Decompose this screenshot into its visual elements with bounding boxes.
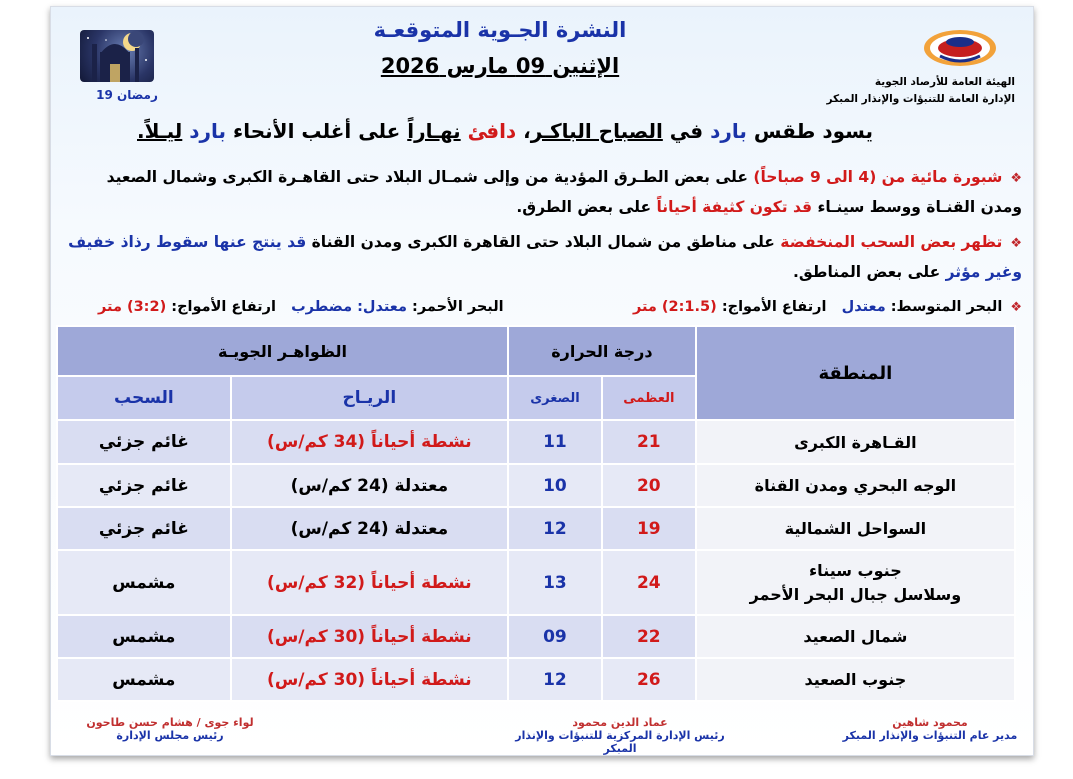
- region-cell: جنوب الصعيد: [696, 658, 1015, 701]
- col-temp-header: درجة الحرارة: [508, 326, 696, 376]
- med-state: معتدل: [841, 299, 886, 315]
- headline-cold-night: بارد: [189, 119, 227, 143]
- min-temp-cell: 09: [508, 615, 602, 658]
- col-region-header: المنطقة: [696, 326, 1015, 420]
- region-cell: القـاهرة الكبرى: [696, 420, 1015, 464]
- max-temp-cell: 22: [602, 615, 696, 658]
- region-cell: شمال الصعيد: [696, 615, 1015, 658]
- min-temp-cell: 13: [508, 550, 602, 615]
- fog-dense-note: قد تكون كثيفة أحياناً: [656, 198, 813, 216]
- region-line-1: جنوب سيناء: [809, 560, 902, 580]
- max-temp-cell: 26: [602, 658, 696, 701]
- table-row: [57, 615, 1015, 658]
- redsea-label: البحر الأحمر:: [412, 299, 504, 315]
- redsea-waves: (3:2) متر: [98, 299, 167, 315]
- redsea-waves-label: ارتفاع الأمواج:: [171, 299, 276, 315]
- min-temp-cell: 12: [508, 507, 602, 550]
- fog-text: على بعض الطـرق المؤدية من وإلى شمـال البلاد حتى القاهـرة الكبرى وشمال الصعيد ومدن القنـاة ووسط سينـاء: [106, 168, 1022, 216]
- org-department: الإدارة العامة للتنبؤات والإنذار المبكر: [826, 93, 1015, 105]
- wind-cell: نشطة أحياناً (30 كم/س): [231, 658, 508, 701]
- signature-central: [500, 716, 740, 755]
- signature-title: مدير عام التنبؤات والإنذار المبكر: [842, 729, 1018, 742]
- headline-text: يسود طقس: [746, 119, 873, 143]
- max-temp-cell: 19: [602, 507, 696, 550]
- fog-warning: شبورة مائية من (4 الى 9 صباحاً): [753, 168, 1003, 186]
- org-name: الهيئة العامة للأرصاد الجوية: [874, 76, 1015, 88]
- cloud-cell: غائم جزئي: [57, 507, 231, 550]
- table-row: [57, 658, 1015, 701]
- diamond-bullet-icon: ❖: [1010, 300, 1022, 315]
- fog-bullet: [62, 163, 1022, 222]
- crescent-mosque-icon: [80, 30, 154, 82]
- headline-text: في: [662, 119, 711, 143]
- redsea-state: معتدل: مضطرب: [291, 299, 407, 315]
- weather-headline: [120, 119, 890, 143]
- headline-night: ليـلاً.: [137, 119, 183, 143]
- wind-cell: نشطة أحياناً (32 كم/س): [231, 550, 508, 615]
- table-row: [57, 464, 1015, 507]
- headline-early-morning: الصباح الباكـر: [530, 119, 663, 143]
- med-label: البحر المتوسط:: [890, 299, 1003, 315]
- sea-bullet: [62, 293, 1022, 323]
- col-wind-header: الريـاح: [231, 376, 508, 420]
- diamond-bullet-icon: ❖: [1010, 171, 1022, 186]
- table-row: [57, 507, 1015, 550]
- med-waves: (2:1.5) متر: [632, 299, 717, 315]
- cloud-cell: غائم جزئي: [57, 420, 231, 464]
- min-temp-cell: 10: [508, 464, 602, 507]
- signature-name: لواء جوى / هشام حسن طاحون: [86, 716, 254, 729]
- clouds-warning: تظهر بعض السحب المنخفضة: [780, 233, 1003, 251]
- signature-title: رئيس الإدارة المركزية للتنبؤات والإنذار المبكر: [515, 729, 725, 755]
- fog-text-end: على بعض الطرق.: [516, 198, 657, 216]
- min-temp-cell: 12: [508, 658, 602, 701]
- region-cell: السواحل الشمالية: [696, 507, 1015, 550]
- col-max-header: العظمى: [602, 376, 696, 420]
- diamond-bullet-icon: ❖: [1010, 236, 1022, 251]
- hijri-date: 19 رمضان: [96, 88, 158, 102]
- clouds-text-end: على بعض المناطق.: [792, 263, 946, 281]
- wind-cell: نشطة أحياناً (30 كم/س): [231, 615, 508, 658]
- max-temp-cell: 21: [602, 420, 696, 464]
- clouds-text: على مناطق من شمال البلاد حتى القاهرة الكبرى ومدن القناة: [306, 233, 781, 251]
- headline-text: [461, 119, 468, 143]
- min-temp-cell: 11: [508, 420, 602, 464]
- meteorology-logo-icon: [920, 22, 1000, 70]
- max-temp-cell: 24: [602, 550, 696, 615]
- headline-daytime: نهـاراً: [407, 119, 461, 143]
- ema-logo: [920, 22, 1000, 70]
- headline-text: على أغلب الأنحاء: [226, 119, 408, 143]
- clouds-bullet: [62, 228, 1022, 287]
- bulletin-date: الإثنين 09 مارس 2026: [380, 54, 620, 78]
- wind-cell: نشطة أحياناً (34 كم/س): [231, 420, 508, 464]
- wind-cell: معتدلة (24 كم/س): [231, 464, 508, 507]
- signature-title: رئيس مجلس الإدارة: [116, 729, 224, 742]
- region-line-2: وسلاسل جبال البحر الأحمر: [749, 584, 962, 604]
- region-cell: [696, 550, 1015, 615]
- cloud-cell: غائم جزئي: [57, 464, 231, 507]
- bulletin-title: النشرة الجـوية المتوقعـة: [373, 18, 627, 42]
- max-temp-cell: 20: [602, 464, 696, 507]
- signature-chairman: [80, 716, 260, 742]
- table-row: [57, 420, 1015, 464]
- red-sea: [98, 293, 504, 322]
- forecast-table: [56, 325, 1016, 702]
- region-cell: الوجه البحري ومدن القناة: [696, 464, 1015, 507]
- headline-text: ،: [516, 119, 531, 143]
- cloud-cell: مشمس: [57, 615, 231, 658]
- headline-cold: بارد: [710, 119, 747, 143]
- col-cloud-header: السحب: [57, 376, 231, 420]
- drizzle-note: قد ينتج عنها سقوط رذاذ خفيف وغير مؤثر: [68, 233, 1022, 281]
- cloud-cell: مشمس: [57, 550, 231, 615]
- signature-director: [820, 716, 1040, 742]
- signature-name: عماد الدين محمود: [572, 716, 668, 729]
- mediterranean-sea: [633, 293, 1022, 322]
- signature-name: محمود شاهين: [892, 716, 968, 729]
- headline-warm: دافئ: [467, 119, 517, 143]
- cloud-cell: مشمس: [57, 658, 231, 701]
- wind-cell: معتدلة (24 كم/س): [231, 507, 508, 550]
- med-waves-label: ارتفاع الأمواج:: [721, 299, 827, 315]
- col-phen-header: الظواهـر الجويـة: [57, 326, 508, 376]
- ramadan-image: [80, 30, 154, 82]
- col-min-header: الصغرى: [508, 376, 602, 420]
- table-row: [57, 550, 1015, 615]
